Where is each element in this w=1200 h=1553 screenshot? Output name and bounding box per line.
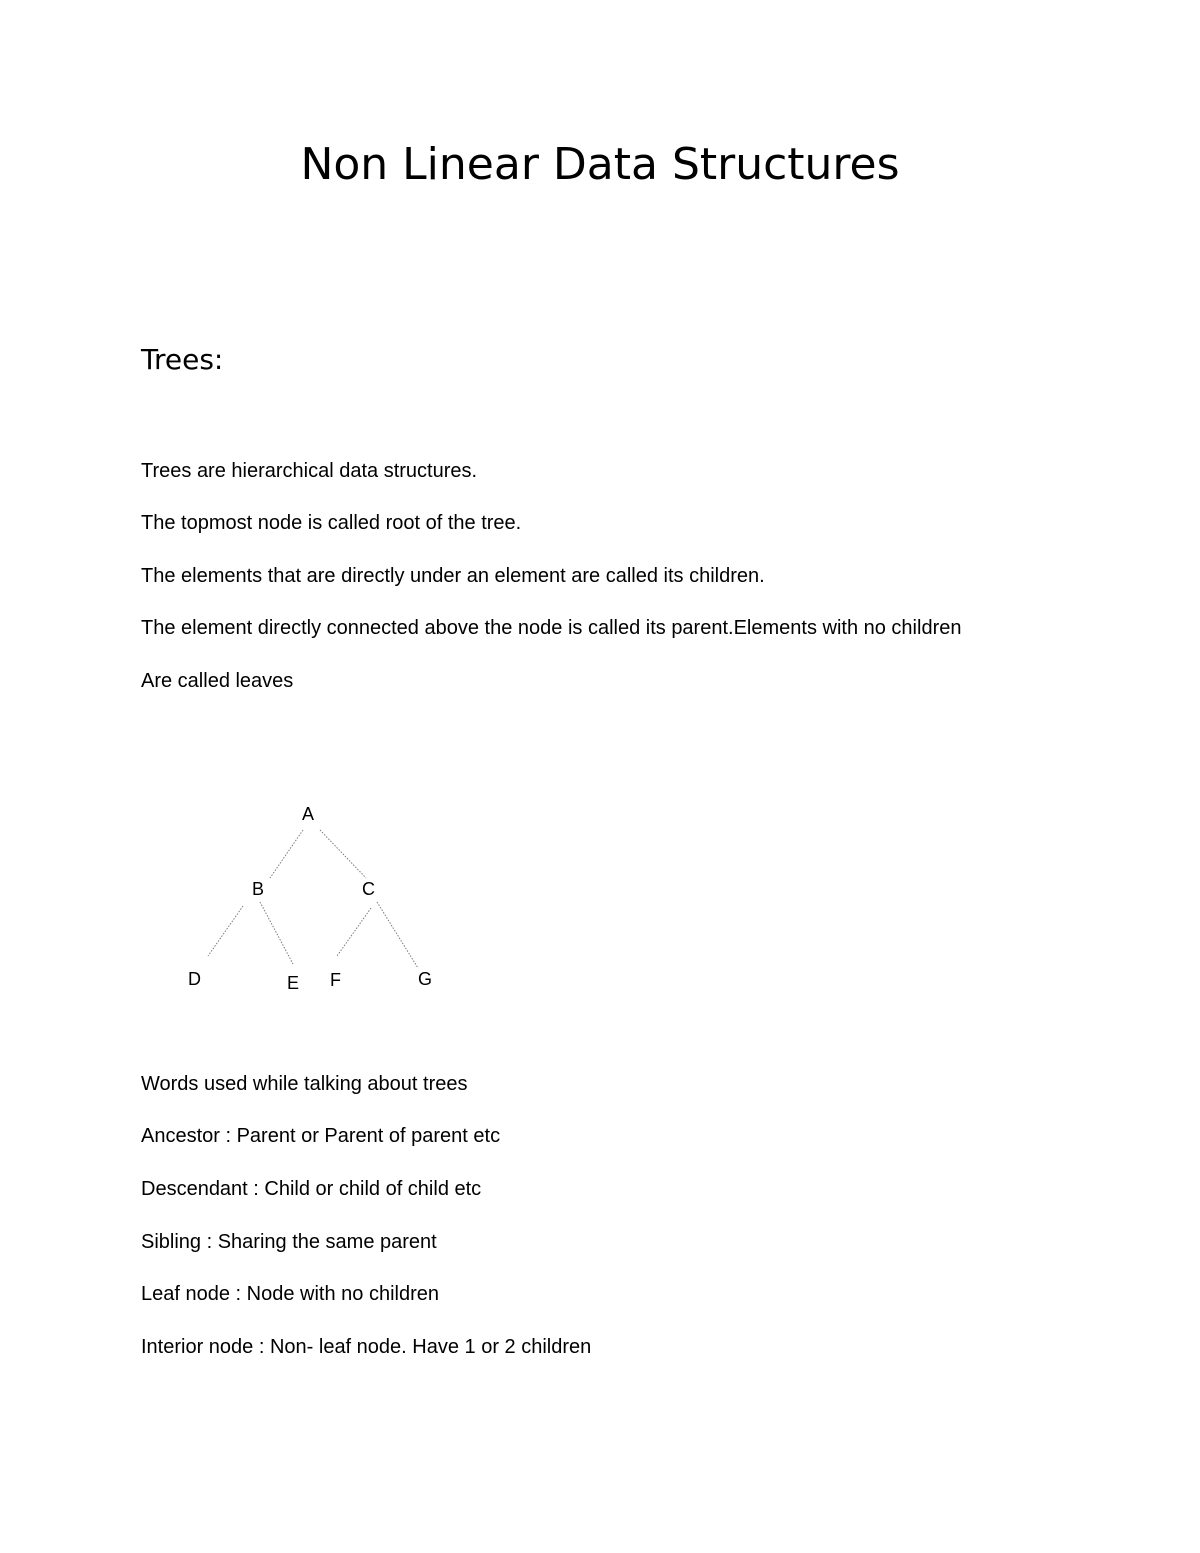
tree-edge-b-d: [208, 906, 243, 956]
tree-node-e: E: [287, 973, 300, 993]
intro-paragraph: Trees are hierarchical data structures.: [141, 460, 478, 482]
term-definition: Sibling : Sharing the same parent: [141, 1231, 437, 1253]
term-definition: Ancestor : Parent or Parent of parent etc: [141, 1125, 501, 1147]
term-definition: Leaf node : Node with no children: [141, 1283, 439, 1305]
tree-node-f: F: [330, 970, 341, 990]
tree-edge-b-e: [260, 902, 293, 964]
intro-paragraph: The elements that are directly under an element are called its children.: [141, 565, 765, 587]
tree-node-c: C: [362, 879, 375, 899]
tree-node-d: D: [188, 969, 201, 989]
terms-heading: Words used while talking about trees: [141, 1073, 468, 1095]
tree-node-b: B: [252, 879, 265, 899]
tree-edge-c-f: [337, 908, 371, 956]
section-heading-trees: Trees:: [141, 343, 224, 376]
intro-paragraph: Are called leaves: [141, 670, 294, 692]
tree-node-a: A: [302, 804, 315, 824]
document-title: Non Linear Data Structures: [300, 139, 900, 190]
intro-paragraph: The element directly connected above the node is called its parent.Elements with no children: [141, 617, 962, 639]
tree-edge-a-c: [320, 830, 366, 878]
tree-node-g: G: [418, 969, 433, 989]
term-definition: Descendant : Child or child of child etc: [141, 1178, 482, 1200]
tree-edge-c-g: [377, 902, 418, 968]
tree-edge-a-b: [270, 830, 303, 878]
term-definition: Interior node : Non- leaf node. Have 1 or 2 children: [141, 1336, 592, 1358]
intro-paragraph: The topmost node is called root of the tree.: [141, 512, 522, 534]
